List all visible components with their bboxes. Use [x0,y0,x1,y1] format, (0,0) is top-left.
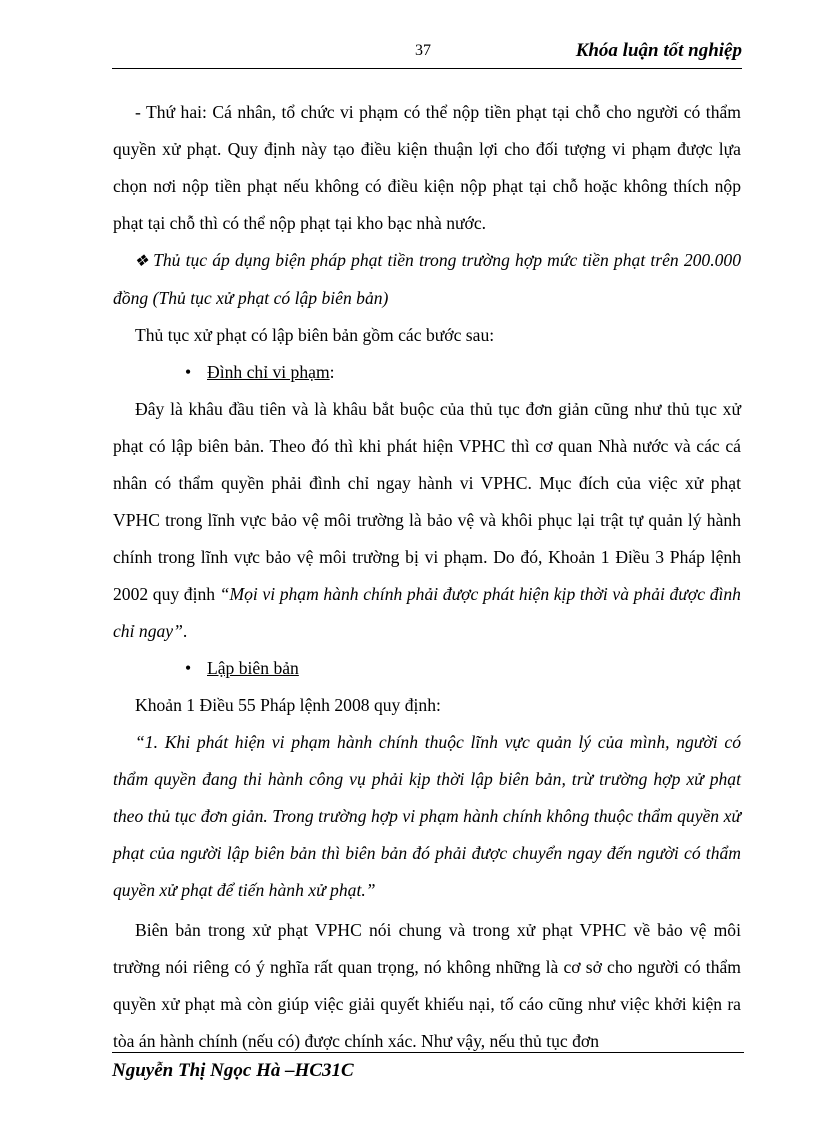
bullet-dinh-chi-label: Đình chỉ vi phạm [207,362,330,382]
paragraph-thu-hai: - Thứ hai: Cá nhân, tổ chức vi phạm có thể nộp tiền phạt tại chỗ cho người có thẩm quyền xử phạt. Quy định này tạo điều kiện thuận lợi cho đối tượng vi phạm được lựa chọn nơi nộp tiền phạt nếu không có điều kiện nộp phạt tại chỗ hoặc không thích nộp phạt tại chỗ thì có thể nộp phạt tại kho bạc nhà nước. [113,102,741,233]
paragraph-dinh-chi-quote: “Mọi vi phạm hành chính phải được phát hiện kịp thời và phải được đình chỉ ngay” [113,584,741,641]
footer-divider [112,1052,744,1053]
bullet-dot-icon: • [185,362,192,382]
paragraph-khoan-1: Khoản 1 Điều 55 Pháp lệnh 2008 quy định: [135,695,441,715]
bullet-lap-bien-ban-label: Lập biên bản [207,658,299,678]
footer-author: Nguyễn Thị Ngọc Hà –HC31C [112,1060,354,1081]
quote-khoan-1: “1. Khi phát hiện vi phạm hành chính thuộc lĩnh vực quản lý của mình, người có thẩm quyền đang thi hành công vụ phải kịp thời lập biên bản, trừ trường hợp xử phạt theo thủ tục đơn giản. Trong trường hợp vi phạm hành chính không thuộc thẩm quyền xử phạt của người lập biên bản thì biên bản đó phải được chuyển ngay đến người có thẩm quyền xử phạt để tiến hành xử phạt.” [113,732,741,900]
diamond-bullet-icon: ❖ [134,253,150,270]
paragraph-dinh-chi-text: Đây là khâu đầu tiên và là khâu bắt buộc của thủ tục đơn giản cũng như thủ tục xử phạt có lập biên bản. Theo đó thì khi phát hiện VPHC thì cơ quan Nhà nước và các cá nhân có thẩm quyền phải đình chỉ ngay hành vi VPHC. Mục đích của việc xử phạt VPHC trong lĩnh vực bảo vệ môi trường là bảo vệ và khôi phục lại trật tự quản lý hành chính trong lĩnh vực bảo vệ môi trường bị vi phạm. Do đó, Khoản 1 Điều 3 Pháp lệnh 2002 quy định [113,399,741,604]
procedure-heading [113,242,741,317]
bullet-item-dinh-chi [113,354,741,391]
paragraph-dinh-chi-end: . [182,621,188,641]
bullet-item-lap-bien-ban [113,650,741,687]
bullet-dot-icon: • [185,658,192,678]
page-header [112,36,742,69]
page-number: 37 [415,42,431,59]
paragraph-dinh-chi [113,391,741,650]
paragraph-steps-intro: Thủ tục xử phạt có lập biên bản gồm các bước sau: [135,325,495,345]
document-type-title: Khóa luận tốt nghiệp [575,40,742,61]
bullet-dinh-chi-colon: : [329,362,335,382]
paragraph-bien-ban: Biên bản trong xử phạt VPHC nói chung và trong xử phạt VPHC về bảo vệ môi trường nói riêng có ý nghĩa rất quan trọng, nó không những là cơ sở cho người có thẩm quyền xử phạt mà còn giúp việc giải quyết khiếu nại, tố cáo cũng như việc khởi kiện ra tòa án hành chính (nếu có) được chính xác. Như vậy, nếu thủ tục đơn [113,920,741,1051]
page-body [113,94,741,1060]
procedure-heading-text: Thủ tục áp dụng biện pháp phạt tiền trong trường hợp mức tiền phạt trên 200.000 đồng (Thủ tục xử phạt có lập biên bản) [113,250,741,308]
